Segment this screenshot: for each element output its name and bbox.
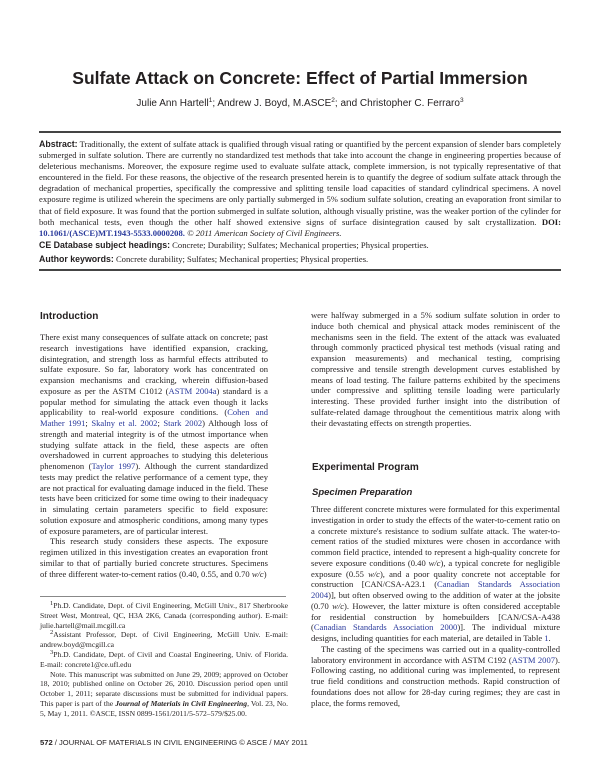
math-text: w/c <box>251 568 264 579</box>
text-run: )]. The individual mixture designs, including quantities for each material, are detailed in Table <box>311 622 560 643</box>
footnote <box>40 670 288 719</box>
citation-link[interactable]: 1 <box>544 633 549 643</box>
footnote-rule <box>40 596 286 597</box>
text-run: ; <box>85 418 92 428</box>
text-run: Ph.D. Candidate, Dept. of Civil Engineering, McGill Univ., 817 Sherbrooke Street West, Montreal, QC, H3A 2K6, Canada (corresponding author). E-mail: julie.hartell@mail.mcgill.ca <box>40 601 288 630</box>
text-run: ) Although loss of strength and material integrity is of the utmost importance when studying sulfate attack in the field, these aspects are often overshadowed in current approaches to studying this deleterious phenomenon ( <box>40 418 268 471</box>
author-name: Julie Ann Hartell <box>136 98 209 109</box>
text-run: There exist many consequences of sulfate attack on concrete; past research investigations have identified expansion, cracking, disintegration, and strength loss as harmful effects attributed to sulfate exposure. So far, laboratory work has concentrated on expansion mechanisms and cracking, wherein diffusion-based exposure as per the ASTM C1012 ( <box>40 332 268 396</box>
citation-link[interactable]: Skalny et al. 2002 <box>91 418 158 428</box>
author-separator: ; <box>212 98 218 109</box>
text-run: ). However, the latter mixture is often considered acceptable for residential construction by homebuilders [CAN/CSA-A438 ( <box>311 600 560 633</box>
keywords-rule <box>39 269 561 271</box>
left-column <box>40 332 268 579</box>
section-heading-introduction: Introduction <box>40 311 99 322</box>
footnote <box>40 601 288 630</box>
math-text: w/c <box>428 557 441 568</box>
subsection-heading-specimen-preparation: Specimen Preparation <box>312 487 413 498</box>
text-run: This research study considers these aspects. The exposure regimen utilized in this investigation creates an evaporation front similar to that of partially buried concrete structures. Specimens of three different water-to-cement ratios (0.40, 0.55, and 0.70 <box>40 536 268 579</box>
author-keywords <box>39 254 561 264</box>
abstract <box>39 139 561 239</box>
text-run: , Vol. 23, No. 5, May 1, 2011. ©ASCE, ISSN 0899-1561/2011/5-572–579/$25.00. <box>40 698 288 718</box>
paragraph <box>311 310 560 428</box>
citation-link[interactable]: ASTM 2004a <box>168 385 217 396</box>
paper-title: Sulfate Attack on Concrete: Effect of Partial Immersion <box>72 68 528 88</box>
author-affiliation-mark: 1 <box>208 97 213 104</box>
abstract-text: Traditionally, the extent of sulfate attack is qualified through visual rating or quantified by the percent expansion of slender bars completely submerged in sulfate solution. There are currently no standardized test methods that take into account the change in engineering properties because of deleterious mechanisms. Moreover, the exposure regime used to evaluate sulfate attack, complete immersion, is not typically representative of that encountered in the field. For these reasons, the objective of the research presented herein is to quantify the degree of sodium sulfate attack through the degradation of mechanical properties, specifically the compressive and splitting tensile load capacities of standard cylindrical specimens. A novel exposure regime is utilized wherein the specimens are only partially submerged in 5% sodium sulfate solution, creating an evaporation front similar to that of field exposure. It was found that the portion submerged in sulfate solution, although visually pristine, was the weaker portion of the cylinder for both mechanical tests, even though the other half showed extensive signs of surface disintegration caused by salt crystallization. <box>39 139 561 227</box>
footnote-mark: 2 <box>50 629 54 637</box>
paragraph <box>311 504 560 644</box>
author-name: Christopher C. Ferraro <box>359 98 460 109</box>
section-heading-experimental-program: Experimental Program <box>312 462 419 473</box>
citation-link[interactable]: Stark 2002 <box>163 418 203 428</box>
citation-link[interactable]: Cohen and Mather 1991 <box>40 407 268 428</box>
text-run: . <box>548 633 551 643</box>
footnote-mark: 1 <box>50 600 54 607</box>
text-run: )], but often observed owing to the addition of water at the jobsite (0.70 <box>311 590 560 611</box>
paragraph <box>311 644 560 709</box>
page-number: 572 <box>40 738 53 747</box>
text-run: Note. This manuscript was submitted on June 29, 2009; approved on October 18, 2010; published online on October 26, 2010. Discussion period open until October 1, 2011; separate discussions must be submitted for individual papers. This paper is part of the <box>40 669 288 708</box>
abstract-label: Abstract: <box>39 139 78 149</box>
footnote <box>40 630 288 650</box>
paragraph <box>40 332 268 536</box>
text-run: The casting of the specimens was carried out in a quality-controlled laboratory environment in accordance with ASTM C192 ( <box>311 643 560 665</box>
text-run: ; <box>157 418 164 428</box>
text-run: ). Although the current standardized tests may predict the relative performance of a cement type, they are not practical for evaluating damage induced in the field. These tests have been criticized for some time owing to their inadequacy in simulating certain parameters specific to field exposure: solution exposure and atmospheric conditions, among many types of exposure parameters, are of particular interest. <box>40 461 268 536</box>
header-rule <box>39 131 561 133</box>
footnote <box>40 650 288 670</box>
text-run: were halfway submerged in a 5% sodium sulfate solution in order to induce both chemical and physical attack modes reminiscent of the mechanisms seen in the field. The extent of the attack was evaluated through commonly practiced physical test methods (visual rating and expansion measurements) and mechanical testing, comprising compressive and tensile strength development curves established by means of load testing. The failure patterns exhibited by the specimens under compressive and splitting tensile loading were particularly interesting. These provided further insight into the distribution of sulfate-related damage throughout the cementitious matrix along with their devastating effects on strength properties. <box>311 310 560 428</box>
copyright: © 2011 American Society of Civil Engineers. <box>187 227 342 238</box>
page-footer <box>40 738 308 747</box>
author-affiliation-mark: 2 <box>331 97 335 104</box>
author-affiliation-mark: 3 <box>459 97 464 104</box>
footnotes <box>40 601 288 719</box>
paragraph <box>40 536 268 579</box>
text-run: Ph.D. Candidate, Dept. of Civil and Coastal Engineering, Univ. of Florida. E-mail: concrete1@ce.ufl.edu <box>40 649 288 669</box>
text-run: ), and a poor quality concrete not acceptable for construction [CAN/CSA-A23.1 ( <box>311 568 560 590</box>
right-column-intro <box>311 310 560 428</box>
author-separator: ; and <box>334 98 360 109</box>
journal-name: Journal of Materials in Civil Engineering <box>115 698 248 708</box>
ce-subject-headings <box>39 240 561 250</box>
author-name: Andrew J. Boyd, M.ASCE <box>217 98 332 109</box>
author-keywords-text: Concrete durability; Sulfates; Mechanical properties; Physical properties. <box>113 254 369 264</box>
ce-headings-label: CE Database subject headings: <box>39 240 171 250</box>
doi-link[interactable]: 10.1061/(ASCE)MT.1943-5533.0000208. <box>39 227 185 238</box>
journal-running-footer: / JOURNAL OF MATERIALS IN CIVIL ENGINEERING © ASCE / MAY 2011 <box>52 738 308 747</box>
author-list <box>0 98 600 109</box>
citation-link[interactable]: ASTM 2007 <box>511 654 556 665</box>
text-run: ), a typical concrete for negligible exposure (0.55 <box>311 557 560 579</box>
text-run: Three different concrete mixtures were formulated for this experimental investigation in order to study the effects of the water-to-cement ratio on a concrete mixture's resistance to sodium sulfate attack. The water-to-cement ratios of the studied mixtures were chosen in accordance with common field practice, intended to represent a high-quality concrete for severe exposure conditions (0.40 <box>311 504 560 568</box>
footnote-mark: 3 <box>50 648 54 656</box>
math-text: w/c <box>368 568 380 579</box>
author-keywords-label: Author keywords: <box>39 254 114 264</box>
citation-link[interactable]: Canadian Standards Association 2000 <box>313 622 458 633</box>
math-text: w/c <box>332 600 345 611</box>
citation-link[interactable]: Taylor 1997 <box>91 461 136 471</box>
ce-headings-text: Concrete; Durability; Sulfates; Mechanical properties; Physical properties. <box>170 240 429 250</box>
text-run: ). Following casting, no additional curing was implemented, to represent true field conditions and construction methods. Rapid construction of foundations does not allow for 28-day curing regimes; they are cast in place, the forms removed, <box>311 654 560 708</box>
right-column-specimen <box>311 504 560 708</box>
citation-link[interactable]: Canadian Standards Association 2004 <box>311 579 560 600</box>
text-run: ) standard is a popular method for simulating the attack even though it lacks applicability to real-world exposure conditions. ( <box>40 385 268 418</box>
text-run: ) <box>263 568 267 579</box>
text-run: Assistant Professor, Dept. of Civil Engineering, McGill Univ. E-mail: andrew.boyd@mcgill.ca <box>40 630 288 650</box>
doi-label: DOI: <box>541 216 561 227</box>
